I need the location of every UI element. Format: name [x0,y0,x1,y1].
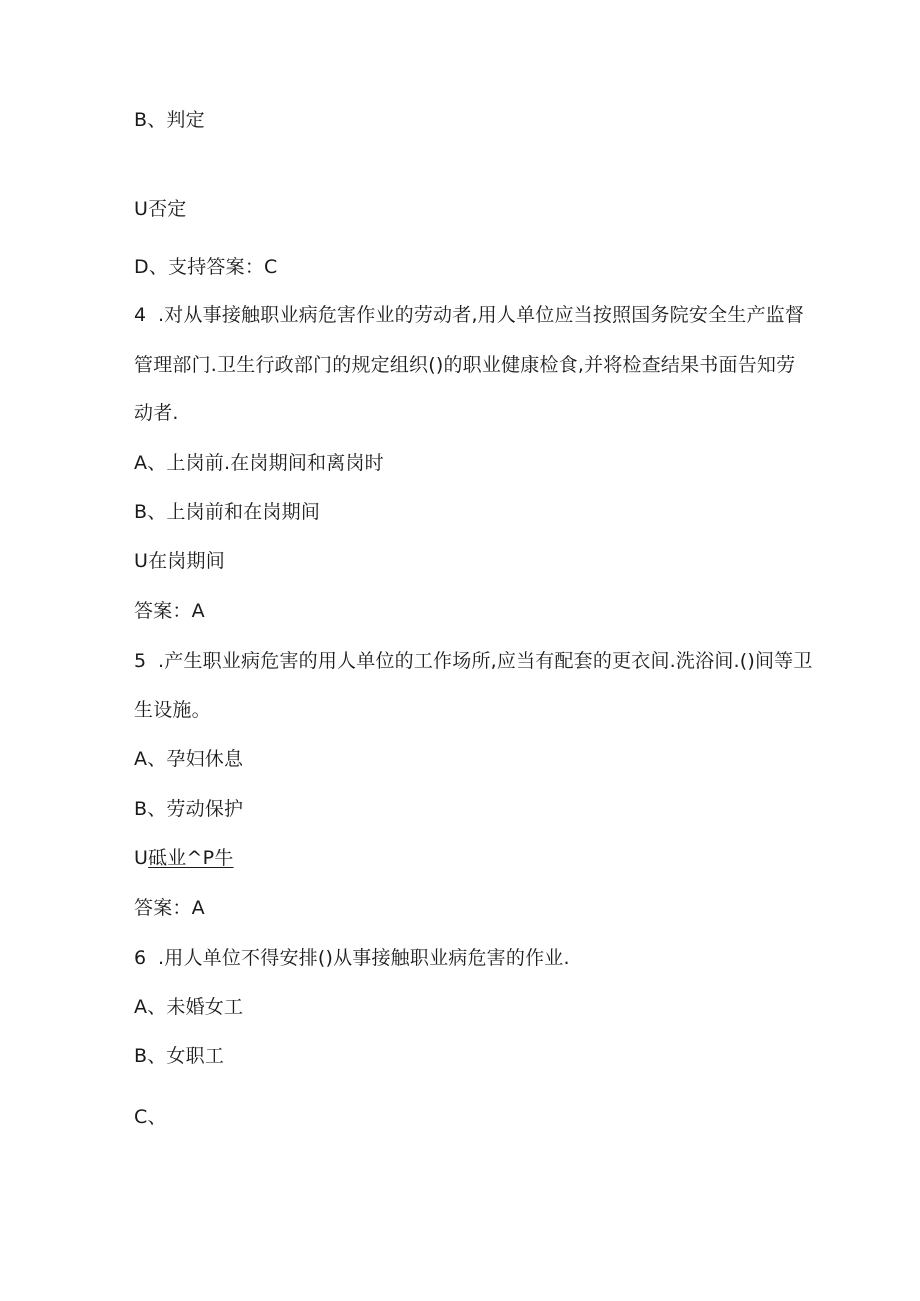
question-text: .产生职业病危害的用人单位的工作场所,应当有配套的更衣间.洗浴间.()间等卫 [158,650,813,672]
question-5-line-2: 生设施。 [134,699,211,721]
question-6-option-c: C、 [134,1106,167,1128]
question-number: 6 [134,947,147,969]
question-4-option-b: B、上岗前和在岗期间 [134,501,321,523]
question-4-line-3: 动者. [134,402,179,424]
question-4-line-1 [134,302,804,328]
question-5-option-b: B、劳动保护 [134,798,244,820]
question-4-line-2: 管理部门.卫生行政部门的规定组织()的职业健康检食,并将检查结果书面告知劳 [134,354,796,376]
question-number: 5 [134,650,147,672]
question-6-option-a: A、未婚女工 [134,996,244,1018]
question-text: .对从事接触职业病危害作业的劳动者,用人单位应当按照国务院安全生产监督 [158,304,805,326]
option-c-line: U否定 [134,198,187,220]
question-6-line-1 [134,945,570,971]
question-6-option-b: B、女职工 [134,1045,225,1067]
question-5-line-1 [134,648,813,674]
question-5-option-c [134,845,234,871]
question-4-option-a: A、上岗前.在岗期间和离岗时 [134,452,384,474]
question-text: .用人单位不得安排()从事接触职业病危害的作业. [158,947,570,969]
option-text: 砥业^P牛 [148,847,234,869]
question-4-option-c: U在岗期间 [134,550,225,572]
question-number: 4 [134,304,147,326]
question-5-option-a: A、孕妇休息 [134,748,244,770]
option-d-answer-line: D、支持答案：C [134,256,278,278]
option-prefix: U [134,847,149,869]
question-4-answer: 答案：A [134,600,205,622]
question-5-answer: 答案：A [134,897,205,919]
option-b-line: B、判定 [134,109,205,131]
